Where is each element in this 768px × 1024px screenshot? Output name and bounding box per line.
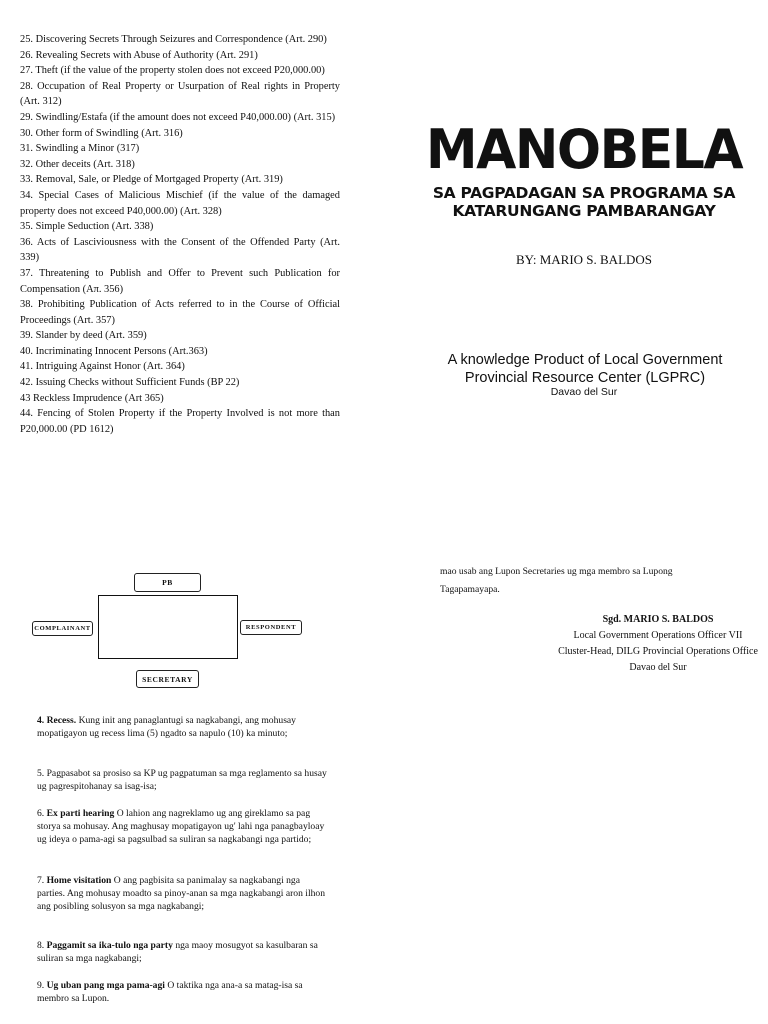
offense-list [20,32,340,437]
step-9-body: O taktika nga ana-a sa matag-isa sa membro sa Lupon. [37,980,303,1004]
diagram-center-box [98,595,238,659]
offense-item: 35. Simple Seduction (Art. 338) [20,221,154,233]
step-5 [37,768,327,794]
diagram-complainant-box: COMPLAINANT [32,621,93,636]
offense-item: 38. Prohibiting Publication of Acts referred to in the Course of Official Proceedings (Art. 357) [20,299,340,326]
lupon-note-line1: mao usab ang Lupon Secretaries ug mga membro sa Lupong [440,566,673,577]
offense-item: 32. Other deceits (Art. 318) [20,158,135,170]
cover-title: MANOBELA [425,118,743,182]
diagram-pb-box: PB [134,573,201,592]
step-4-head: 4. Recess. [37,715,77,726]
offense-item: 25. Discovering Secrets Through Seizures and Correspondence (Art. 290) [20,34,327,45]
cover-subtitle-line1: SA PAGPADAGAN SA PROGRAMA SA [432,184,736,202]
step-6-head: Ex parti hearing [46,808,115,819]
step-7-prefix: 7. [37,875,47,886]
offense-item: 40. Incriminating Innocent Persons (Art.363) [20,345,208,357]
offense-item: 30. Other form of Swindling (Art. 316) [20,127,183,139]
lupon-note [440,563,740,599]
offense-item: 39. Slander by deed (Art. 359) [20,330,147,342]
step-8 [37,940,327,966]
offense-item: 37. Threatening to Publish and Offer to Prevent such Publication for Compensation (Aπ. 356) [20,267,340,295]
step-7-body: O ang pagbisita sa panimalay sa nagkabangi nga parties. Ang mohusay moadto sa pinoy-anan sa mga nagkabangi aron ilhon ang posibling solusyon sa mga nagkabangi; [37,875,326,912]
offense-item: 29. Swindling/Estafa (if the amount does not exceed P40,000.00) (Art. 315) [20,111,336,123]
step-6-prefix: 6. [37,808,47,819]
step-4-body: Kung init ang panaglantugi sa nagkabangi, ang mohusay mopatigayon ug recess lima (5) ngadto sa napulo (10) ka minuto; [37,715,296,739]
cover-author: BY: MARIO S. BALDOS [515,252,653,267]
step-8-prefix: 8. [37,940,47,951]
signature-title: Local Government Operations Officer VII [573,630,743,641]
signature-name: Sgd. MARIO S. BALDOS [602,614,714,625]
step-9 [37,980,327,1006]
step-8-head: Paggamit sa ika-tulo nga party [46,940,173,951]
cover-product-line2: Provincial Resource Center (LGPRC) [464,370,706,386]
offense-item: 33. Removal, Sale, or Pledge of Mortgaged Property (Art. 319) [20,174,283,186]
signature-location: Davao del Sur [629,662,687,673]
offense-item: 27. Theft (if the value of the property stolen does not exceed P20,000.00) [20,65,325,77]
step-9-head: Ug uban pang mga pama-agi [46,980,165,991]
offense-item: 42. Issuing Checks without Sufficient Funds (BP 22) [20,377,240,389]
cover-product [410,351,760,387]
offense-item: 28. Occupation of Real Property or Usurpation of Real rights in Property (Art. 312) [20,80,340,108]
cover-subtitle [418,184,750,220]
lupon-note-line2: Tagapamayapa. [440,584,500,595]
offense-item: 31. Swindling a Minor (317) [20,143,140,155]
step-4 [37,715,327,741]
offense-item: 36. Acts of Lasciviousness with the Consent of the Offended Party (Art. 339) [20,236,340,264]
step-6 [37,808,327,846]
step-5-body: 5. Pagpasabot sa prosiso sa KP ug pagpatuman sa mga reglamento sa husay ug pagrespitohanay sa isag-isa; [37,768,327,792]
cover-region: Davao del Sur [550,386,618,398]
step-7 [37,875,327,913]
offense-item: 41. Intriguing Against Honor (Art. 364) [20,361,185,373]
step-7-head: Home visitation [46,875,112,886]
offense-item: 26. Revealing Secrets with Abuse of Authority (Art. 291) [20,49,258,61]
cover-subtitle-line2: KATARUNGANG PAMBARANGAY [452,202,716,220]
signature-office: Cluster-Head, DILG Provincial Operations Office [558,646,758,657]
diagram-respondent-box: RESPONDENT [240,620,302,635]
step-9-prefix: 9. [37,980,47,991]
offense-item: 43 Reckless Imprudence (Art 365) [20,392,164,404]
offense-item: 44. Fencing of Stolen Property if the Property Involved is not more than P20,000.00 (PD 1612) [20,408,340,435]
step-6-body: O lahion ang nagreklamo ug ang gireklamo sa pag storya sa mohusay. Ang maghusay mopatigayon ug' lahi nga panagbayloay ug ideya o pama-agi sa pagsulbad sa suliran sa nagkabangi nga partido; [37,808,325,845]
cover-product-line1: A knowledge Product of Local Government [447,352,723,368]
offense-item: 34. Special Cases of Malicious Mischief (if the value of the damaged property does not exceed P40,000.00) (Art. 328) [20,189,340,217]
diagram-secretary-box: SECRETARY [136,670,199,688]
step-8-body: nga maoy mosugyot sa kasulbaran sa suliran sa mga nagkabangi; [37,940,318,964]
